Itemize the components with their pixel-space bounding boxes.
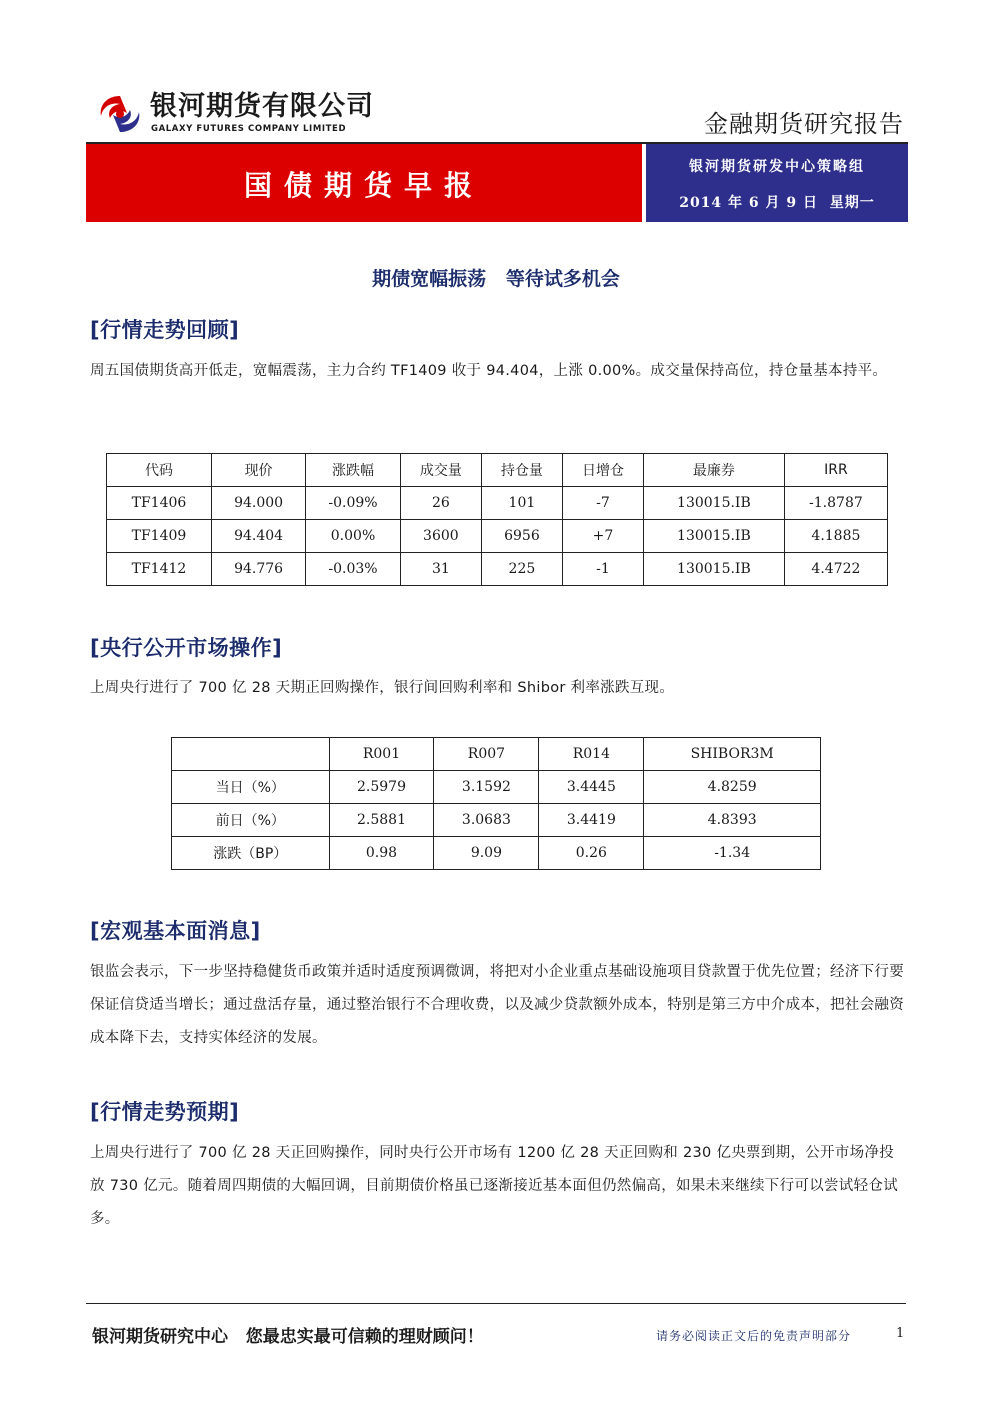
section-text-review: 周五国债期货高开低走，宽幅震荡，主力合约 TF1409 收于 94.404，上涨 0.00%。成交量保持高位，持仓量基本持平。 <box>90 363 888 379</box>
table-cell: 2.5979 <box>329 771 434 804</box>
interbank-rates-table <box>171 737 821 870</box>
table-row-label: 前日（%） <box>172 804 330 837</box>
table-cell: TF1412 <box>107 553 212 586</box>
table-header-cell: 日增仓 <box>562 454 643 487</box>
report-headline: 期债宽幅振荡 等待试多机会 <box>372 268 620 290</box>
table-header-cell: R007 <box>434 738 539 771</box>
section-heading-outlook: [行情走势预期] <box>90 1100 240 1124</box>
table-row <box>172 771 821 804</box>
futures-quote-table <box>106 453 888 586</box>
table-cell: 130015.IB <box>643 487 784 520</box>
banner-info-block <box>646 144 908 222</box>
table-cell: 130015.IB <box>643 553 784 586</box>
section-heading-macro: [宏观基本面消息] <box>90 919 261 943</box>
table-header-row <box>107 454 888 487</box>
banner-title: 国债期货早报 <box>243 169 484 202</box>
table-header-cell: 最廉券 <box>643 454 784 487</box>
table-cell: -1.34 <box>644 837 821 870</box>
table-cell: 4.4722 <box>784 553 887 586</box>
table-row-label: 涨跌（BP） <box>172 837 330 870</box>
table-cell: 3.0683 <box>434 804 539 837</box>
company-name-cn: 银河期货有限公司 <box>150 91 374 122</box>
table-cell: 31 <box>400 553 481 586</box>
table-row <box>107 553 888 586</box>
table-cell: -1.8787 <box>784 487 887 520</box>
table-header-cell: 现价 <box>211 454 305 487</box>
table-cell: 225 <box>481 553 562 586</box>
table-cell: 3.1592 <box>434 771 539 804</box>
table-header-cell <box>172 738 330 771</box>
table-cell: -0.09% <box>306 487 401 520</box>
table-cell: 3.4419 <box>539 804 644 837</box>
table-cell: 0.98 <box>329 837 434 870</box>
table-header-cell: SHIBOR3M <box>644 738 821 771</box>
footer-divider <box>86 1303 906 1304</box>
company-logo <box>96 90 376 140</box>
table-cell: TF1409 <box>107 520 212 553</box>
footer-slogan: 银河期货研究中心 您最忠实最可信赖的理财顾问！ <box>92 1327 484 1347</box>
table-row <box>107 520 888 553</box>
table-cell: 0.26 <box>539 837 644 870</box>
company-name-en: GALAXY FUTURES COMPANY LIMITED <box>151 124 347 134</box>
table-header-cell: 成交量 <box>400 454 481 487</box>
table-header-cell: R001 <box>329 738 434 771</box>
table-cell: 2.5881 <box>329 804 434 837</box>
table-header-cell: R014 <box>539 738 644 771</box>
section-heading-pboc: [央行公开市场操作] <box>90 636 283 660</box>
table-cell: 6956 <box>481 520 562 553</box>
banner-title-block <box>86 144 642 222</box>
page-number: 1 <box>896 1326 905 1341</box>
table-cell: 4.8259 <box>644 771 821 804</box>
table-cell: -7 <box>562 487 643 520</box>
disclaimer-note: 请务必阅读正文后的免责声明部分 <box>656 1329 852 1343</box>
table-row-label: 当日（%） <box>172 771 330 804</box>
table-cell: TF1406 <box>107 487 212 520</box>
table-cell: 3600 <box>400 520 481 553</box>
table-cell: 94.000 <box>211 487 305 520</box>
table-cell: -0.03% <box>306 553 401 586</box>
table-header-cell: IRR <box>784 454 887 487</box>
table-header-cell: 涨跌幅 <box>306 454 401 487</box>
table-cell: +7 <box>562 520 643 553</box>
report-type: 金融期货研究报告 <box>704 110 904 138</box>
table-cell: -1 <box>562 553 643 586</box>
table-cell: 94.776 <box>211 553 305 586</box>
research-team: 银河期货研发中心策略组 <box>689 159 865 175</box>
table-row <box>172 837 821 870</box>
table-cell: 4.8393 <box>644 804 821 837</box>
report-date: 2014 年 6 月 9 日 星期一 <box>679 195 875 211</box>
section-text-pboc: 上周央行进行了 700 亿 28 天期正回购操作，银行间回购利率和 Shibor 利率涨跌互现。 <box>90 680 675 696</box>
table-row <box>172 804 821 837</box>
galaxy-swirl-logo-icon <box>96 93 144 135</box>
table-cell: 130015.IB <box>643 520 784 553</box>
table-cell: 26 <box>400 487 481 520</box>
table-header-cell: 持仓量 <box>481 454 562 487</box>
table-cell: 9.09 <box>434 837 539 870</box>
section-text-outlook: 上周央行进行了 700 亿 28 天正回购操作，同时央行公开市场有 1200 亿 28 天正回购和 230 亿央票到期，公开市场净投放 730 亿元。随着周四期债的大幅回调，目前期债价格虽已逐渐接近基本面但仍然偏高，如果未来继续下行可以尝试轻仓试多。 <box>90 1145 898 1227</box>
table-header-cell: 代码 <box>107 454 212 487</box>
table-cell: 94.404 <box>211 520 305 553</box>
table-cell: 101 <box>481 487 562 520</box>
section-text-macro: 银监会表示，下一步坚持稳健货币政策并适时适度预调微调，将把对小企业重点基础设施项目贷款置于优先位置；经济下行要保证信贷适当增长；通过盘活存量，通过整治银行不合理收费，以及减少贷款额外成本，特别是第三方中介成本，把社会融资成本降下去，支持实体经济的发展。 <box>90 964 904 1046</box>
table-cell: 4.1885 <box>784 520 887 553</box>
table-cell: 0.00% <box>306 520 401 553</box>
table-cell: 3.4445 <box>539 771 644 804</box>
section-heading-review: [行情走势回顾] <box>90 318 240 342</box>
table-row <box>107 487 888 520</box>
table-header-row <box>172 738 821 771</box>
